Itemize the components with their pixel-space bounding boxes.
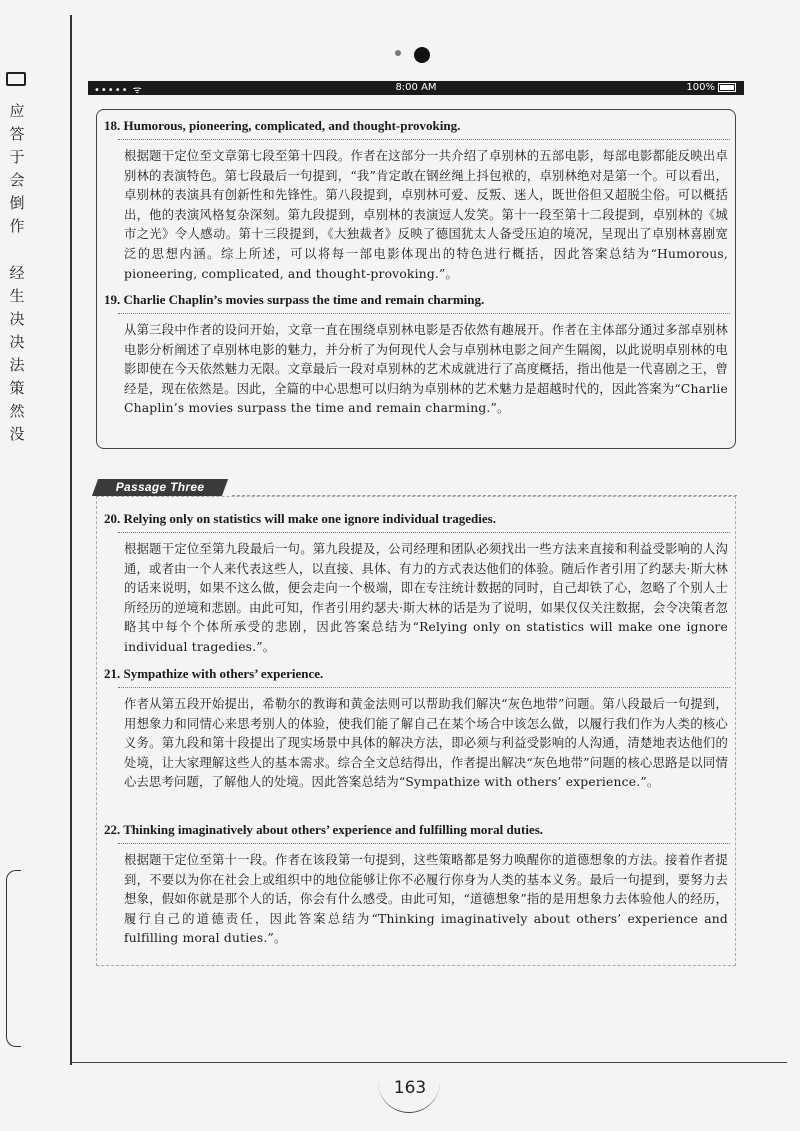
margin-char: 会 [9, 171, 25, 189]
question-22: 22. Thinking imaginatively about others’ experience and fulfilling moral duties. [104, 822, 544, 837]
margin-char: 没 [9, 425, 25, 443]
divider [118, 843, 730, 844]
answer-20: 根据题干定位至第九段最后一句。第九段提及，公司经理和团队必须找出一些方法来直接和利益受影响的人沟通，或者由一个人来代表这些人，以直接、具体、有力的方式表达他们的体验。随后作者引用了约瑟夫·斯大林的话来说明，如果不这么做，便会走向一个极端，即在专注统计数据的同时，自己却铁了心，忽略了个别人士所经历的逆境和悲剧。由此可知，作者引用约瑟夫·斯大林的话是为了说明，如果仅仅关注数据，会令决策者忽略其中每个个体所承受的悲剧，因此答案总结为“Relying only on statistics will make one ignore individual tragedies.”。 [124, 542, 728, 654]
margin-char: 作 [9, 217, 25, 235]
divider [118, 687, 730, 688]
battery-icon [718, 83, 736, 92]
margin-char: 倒 [9, 194, 25, 212]
margin-char: 决 [9, 333, 25, 351]
question-21: 21. Sympathize with others’ experience. [104, 666, 324, 681]
answer-21: 作者从第五段开始提出，希勒尔的教诲和黄金法则可以帮助我们解决“灰色地带”问题。第八段最后一句提到，用想象力和同情心来思考别人的体验，使我们能了解自己在某个场合中该怎么做，以履行我们作为人类的核心义务。第九段和第十段提出了现实场景中具体的解决方法，即必须与利益受影响的人沟通，清楚地表达他们的处境，让大家理解这些人的基本需求。综合全文总结得出，作者提出解决“灰色地带”问题的核心思路是以同情心去思考问题，了解他人的处境。因此答案总结为“Sympathize with others’ experience.”。 [124, 697, 728, 790]
answer-19: 从第三段中作者的设问开始，文章一直在围绕卓别林电影是否依然有趣展开。作者在主体部分通过多部卓别林电影分析阐述了卓别林电影的魅力，并分析了为何现代人会与卓别林电影之间产生隔阂，以此说明卓别林的电影即使在今天依然魅力无限。文章最后一段对卓别林的艺术成就进行了高度概括，指出他是一代喜剧之王，曾经是，现在依然是。因此，全篇的中心思想可以归纳为卓别林的艺术魅力是超越时代的，因此答案为“Charlie Chaplin’s movies surpass the time and remain charming.”。 [124, 323, 728, 416]
section-label: Passage Three [115, 480, 205, 494]
battery-status [686, 82, 736, 93]
margin-char: 经 [9, 264, 25, 282]
margin-char: 决 [9, 310, 25, 328]
answer-18: 根据题干定位至文章第七段至第十四段。作者在这部分一共介绍了卓别林的五部电影，每部电影都能反映出卓别林的表演特色。第七段最后一句提到，“我”肯定敢在钢丝绳上抖包袱的，卓别林绝对是第一个。可以看出，卓别林的表演具有创新性和先锋性。第八段提到，卓别林可爱、反叛、迷人，既世俗但又超脱尘俗。可以概括出，他的表演风格复杂深刻。第九段提到，卓别林的表演逗人发笑。第十一段至第十二段提到，卓别林的《城市之光》令人感动。第十三段提到，《大独裁者》反映了德国犹太人备受压迫的境况，呈现出了卓别林喜剧宽泛的思想内涵。综上所述，可以将每一部电影体现出的特色进行概括，因此答案总结为“Humorous, pioneering, complicated, and thought-provoking.”。 [124, 149, 728, 281]
margin-char: 于 [9, 148, 25, 166]
signal-indicator: ••••• ᯤ [94, 85, 143, 96]
margin-char: 生 [9, 287, 25, 305]
battery-icon [6, 72, 26, 86]
question-19: 19. Charlie Chaplin’s movies surpass the time and remain charming. [104, 292, 485, 307]
divider [118, 313, 730, 314]
battery-percent: 100% [686, 82, 715, 93]
margin-char: 应 [9, 102, 25, 120]
question-18: 18. Humorous, pioneering, complicated, and thought-provoking. [104, 118, 461, 133]
question-20: 20. Relying only on statistics will make one ignore individual tragedies. [104, 511, 496, 526]
bottom-rule [72, 1062, 787, 1063]
left-margin-text [0, 100, 34, 446]
margin-char: 然 [9, 402, 25, 420]
status-bar [88, 81, 744, 95]
margin-char: 法 [9, 356, 25, 374]
margin-char: 答 [9, 125, 25, 143]
spine-line [70, 15, 72, 1065]
divider [118, 139, 730, 140]
sensor-dot [395, 50, 401, 56]
answer-22: 根据题干定位至第十一段。作者在该段第一句提到，这些策略都是努力唤醒你的道德想象的方法。接着作者提到，不要以为你在社会上或组织中的地位能够让你不必履行你身为人类的基本义务。最后一句提到，要努力去想象，假如你就是那个人的话，你会有什么感受。由此可知，“道德想象”指的是用想象力去体验他人的经历，履行自己的道德责任，因此答案总结为“Thinking imaginatively about others’ experience and fulfilling moral duties.”。 [124, 853, 728, 946]
camera-icon [414, 47, 430, 63]
page-number: 163 [393, 1078, 427, 1098]
divider [118, 532, 730, 533]
margin-bracket [6, 870, 21, 1047]
status-time: 8:00 AM [395, 82, 437, 93]
margin-char: 策 [9, 379, 25, 397]
